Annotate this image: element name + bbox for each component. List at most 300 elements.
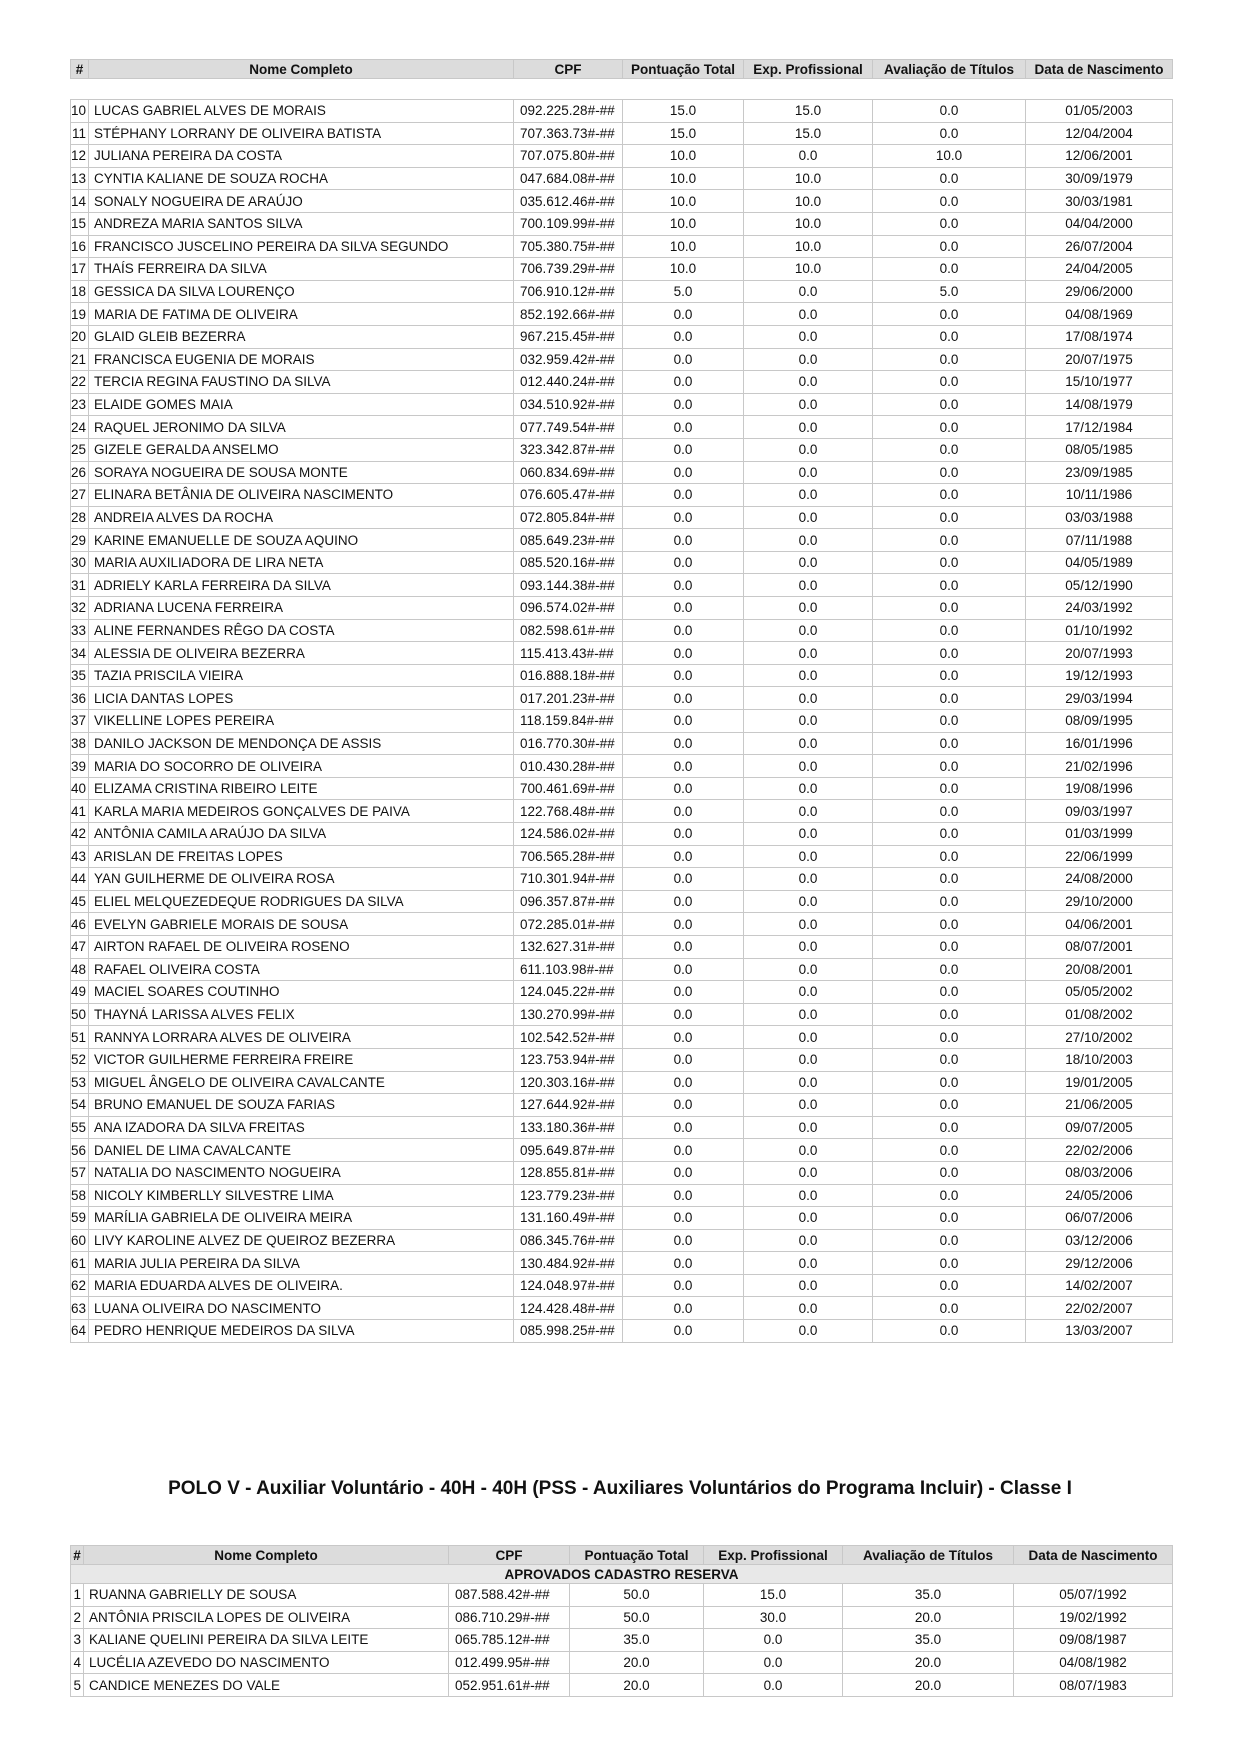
- table-row: [71, 958, 1173, 981]
- cell-titles: 0.0: [873, 1094, 1026, 1117]
- cell-experience: 10.0: [744, 167, 873, 190]
- cell-cpf: 086.345.76#-##: [514, 1229, 623, 1252]
- cell-name: MIGUEL ÂNGELO DE OLIVEIRA CAVALCANTE: [89, 1071, 514, 1094]
- cell-name: ANTÔNIA PRISCILA LOPES DE OLIVEIRA: [84, 1606, 449, 1629]
- cell-index: 13: [71, 167, 89, 190]
- cell-experience: 0.0: [744, 1161, 873, 1184]
- cell-cpf: 707.075.80#-##: [514, 145, 623, 168]
- cell-name: DANILO JACKSON DE MENDONÇA DE ASSIS: [89, 732, 514, 755]
- cell-total: 0.0: [623, 1094, 744, 1117]
- cell-name: MARIA DE FATIMA DE OLIVEIRA: [89, 303, 514, 326]
- cell-birthdate: 22/06/1999: [1026, 845, 1173, 868]
- cell-birthdate: 23/09/1985: [1026, 461, 1173, 484]
- cell-cpf: 092.225.28#-##: [514, 100, 623, 123]
- cell-titles: 35.0: [843, 1629, 1014, 1652]
- cell-index: 24: [71, 416, 89, 439]
- cell-total: 0.0: [623, 755, 744, 778]
- cell-cpf: 132.627.31#-##: [514, 935, 623, 958]
- cell-index: 39: [71, 755, 89, 778]
- table-row: [71, 416, 1173, 439]
- cell-index: 45: [71, 890, 89, 913]
- cell-titles: 0.0: [873, 777, 1026, 800]
- cell-birthdate: 05/07/1992: [1014, 1584, 1173, 1607]
- cell-birthdate: 12/04/2004: [1026, 122, 1173, 145]
- table-row: [71, 122, 1173, 145]
- table-row: [71, 800, 1173, 823]
- cell-titles: 0.0: [873, 1274, 1026, 1297]
- cell-titles: 0.0: [873, 732, 1026, 755]
- table-row: [71, 1003, 1173, 1026]
- cell-experience: 10.0: [744, 235, 873, 258]
- cell-index: 25: [71, 438, 89, 461]
- cell-cpf: 323.342.87#-##: [514, 438, 623, 461]
- cell-birthdate: 17/08/1974: [1026, 325, 1173, 348]
- cell-experience: 10.0: [744, 258, 873, 281]
- cell-titles: 0.0: [873, 687, 1026, 710]
- cell-experience: 0.0: [744, 461, 873, 484]
- cell-index: 3: [71, 1629, 84, 1652]
- cell-birthdate: 14/02/2007: [1026, 1274, 1173, 1297]
- cell-cpf: 060.834.69#-##: [514, 461, 623, 484]
- table-row: [71, 1116, 1173, 1139]
- cell-total: 0.0: [623, 1071, 744, 1094]
- table-row: [71, 325, 1173, 348]
- cell-total: 0.0: [623, 935, 744, 958]
- cell-birthdate: 22/02/2007: [1026, 1297, 1173, 1320]
- cell-cpf: 130.484.92#-##: [514, 1252, 623, 1275]
- cell-index: 26: [71, 461, 89, 484]
- table-row: [71, 574, 1173, 597]
- cell-titles: 0.0: [873, 1139, 1026, 1162]
- cell-cpf: 706.565.28#-##: [514, 845, 623, 868]
- cell-index: 23: [71, 393, 89, 416]
- cell-experience: 0.0: [744, 325, 873, 348]
- cell-total: 0.0: [623, 913, 744, 936]
- cell-cpf: 086.710.29#-##: [449, 1606, 570, 1629]
- table-row: [71, 890, 1173, 913]
- table-row: [71, 529, 1173, 552]
- cell-titles: 0.0: [873, 1048, 1026, 1071]
- cell-birthdate: 09/07/2005: [1026, 1116, 1173, 1139]
- table-row: [71, 664, 1173, 687]
- cell-experience: 0.0: [744, 1139, 873, 1162]
- cell-birthdate: 03/03/1988: [1026, 506, 1173, 529]
- cell-index: 49: [71, 981, 89, 1004]
- classification-table: [70, 59, 1173, 1343]
- cell-name: ALINE FERNANDES RÊGO DA COSTA: [89, 619, 514, 642]
- cell-birthdate: 30/09/1979: [1026, 167, 1173, 190]
- cell-name: CYNTIA KALIANE DE SOUZA ROCHA: [89, 167, 514, 190]
- group-row: [71, 1565, 1173, 1584]
- cell-cpf: 032.959.42#-##: [514, 348, 623, 371]
- cell-experience: 0.0: [744, 687, 873, 710]
- table-row: [71, 1048, 1173, 1071]
- cell-cpf: 096.357.87#-##: [514, 890, 623, 913]
- cell-index: 30: [71, 551, 89, 574]
- cell-total: 0.0: [623, 777, 744, 800]
- cell-total: 0.0: [623, 438, 744, 461]
- cell-name: RAFAEL OLIVEIRA COSTA: [89, 958, 514, 981]
- cell-index: 58: [71, 1184, 89, 1207]
- cell-birthdate: 29/06/2000: [1026, 280, 1173, 303]
- cell-name: MACIEL SOARES COUTINHO: [89, 981, 514, 1004]
- table-row: [71, 280, 1173, 303]
- table-row: [71, 1274, 1173, 1297]
- cell-experience: 10.0: [744, 212, 873, 235]
- cell-total: 0.0: [623, 642, 744, 665]
- cell-total: 0.0: [623, 303, 744, 326]
- cell-total: 35.0: [570, 1629, 704, 1652]
- cell-index: 35: [71, 664, 89, 687]
- cell-experience: 10.0: [744, 190, 873, 213]
- table-row: [71, 777, 1173, 800]
- cell-experience: 0.0: [744, 1048, 873, 1071]
- cell-index: 28: [71, 506, 89, 529]
- cell-titles: 0.0: [873, 935, 1026, 958]
- cell-birthdate: 30/03/1981: [1026, 190, 1173, 213]
- cell-birthdate: 13/03/2007: [1026, 1320, 1173, 1343]
- cell-total: 0.0: [623, 574, 744, 597]
- cell-name: ANDREIA ALVES DA ROCHA: [89, 506, 514, 529]
- cell-cpf: 034.510.92#-##: [514, 393, 623, 416]
- cell-name: MARIA EDUARDA ALVES DE OLIVEIRA.: [89, 1274, 514, 1297]
- cell-titles: 0.0: [873, 1229, 1026, 1252]
- cell-birthdate: 14/08/1979: [1026, 393, 1173, 416]
- cell-titles: 20.0: [843, 1651, 1014, 1674]
- cell-titles: 0.0: [873, 1297, 1026, 1320]
- cell-index: 12: [71, 145, 89, 168]
- col-header-birthdate: Data de Nascimento: [1014, 1546, 1173, 1565]
- cell-index: 34: [71, 642, 89, 665]
- cell-total: 10.0: [623, 258, 744, 281]
- cell-cpf: 085.649.23#-##: [514, 529, 623, 552]
- cell-titles: 0.0: [873, 597, 1026, 620]
- cell-cpf: 096.574.02#-##: [514, 597, 623, 620]
- cell-experience: 0.0: [744, 416, 873, 439]
- cell-index: 16: [71, 235, 89, 258]
- cell-name: ANDREZA MARIA SANTOS SILVA: [89, 212, 514, 235]
- cell-cpf: 102.542.52#-##: [514, 1026, 623, 1049]
- reserve-table: [70, 1545, 1173, 1697]
- cell-total: 0.0: [623, 597, 744, 620]
- cell-cpf: 047.684.08#-##: [514, 167, 623, 190]
- cell-birthdate: 21/06/2005: [1026, 1094, 1173, 1117]
- cell-name: KARLA MARIA MEDEIROS GONÇALVES DE PAIVA: [89, 800, 514, 823]
- cell-titles: 0.0: [873, 1252, 1026, 1275]
- cell-cpf: 076.605.47#-##: [514, 484, 623, 507]
- cell-birthdate: 20/07/1975: [1026, 348, 1173, 371]
- cell-total: 0.0: [623, 1207, 744, 1230]
- cell-total: 0.0: [623, 371, 744, 394]
- cell-birthdate: 29/12/2006: [1026, 1252, 1173, 1275]
- cell-titles: 5.0: [873, 280, 1026, 303]
- cell-index: 37: [71, 710, 89, 733]
- cell-birthdate: 08/07/1983: [1014, 1674, 1173, 1697]
- cell-titles: 0.0: [873, 416, 1026, 439]
- cell-name: ELINARA BETÂNIA DE OLIVEIRA NASCIMENTO: [89, 484, 514, 507]
- cell-birthdate: 01/03/1999: [1026, 823, 1173, 846]
- cell-birthdate: 01/08/2002: [1026, 1003, 1173, 1026]
- cell-total: 0.0: [623, 890, 744, 913]
- cell-total: 0.0: [623, 506, 744, 529]
- table-row: [71, 597, 1173, 620]
- cell-total: 0.0: [623, 461, 744, 484]
- cell-total: 20.0: [570, 1674, 704, 1697]
- cell-cpf: 118.159.84#-##: [514, 710, 623, 733]
- cell-titles: 0.0: [873, 325, 1026, 348]
- cell-index: 52: [71, 1048, 89, 1071]
- cell-experience: 0.0: [744, 710, 873, 733]
- table-row: [71, 348, 1173, 371]
- cell-index: 41: [71, 800, 89, 823]
- cell-birthdate: 20/07/1993: [1026, 642, 1173, 665]
- cell-index: 22: [71, 371, 89, 394]
- cell-cpf: 967.215.45#-##: [514, 325, 623, 348]
- table-row: [71, 732, 1173, 755]
- cell-index: 60: [71, 1229, 89, 1252]
- cell-birthdate: 08/03/2006: [1026, 1161, 1173, 1184]
- table-row: [71, 913, 1173, 936]
- cell-cpf: 128.855.81#-##: [514, 1161, 623, 1184]
- cell-experience: 0.0: [744, 371, 873, 394]
- cell-birthdate: 10/11/1986: [1026, 484, 1173, 507]
- cell-titles: 0.0: [873, 303, 1026, 326]
- cell-cpf: 123.779.23#-##: [514, 1184, 623, 1207]
- cell-cpf: 127.644.92#-##: [514, 1094, 623, 1117]
- cell-total: 10.0: [623, 212, 744, 235]
- cell-experience: 0.0: [744, 1274, 873, 1297]
- cell-total: 0.0: [623, 868, 744, 891]
- cell-total: 5.0: [623, 280, 744, 303]
- cell-experience: 0.0: [744, 823, 873, 846]
- table-row: [71, 710, 1173, 733]
- cell-titles: 10.0: [873, 145, 1026, 168]
- cell-name: GLAID GLEIB BEZERRA: [89, 325, 514, 348]
- cell-experience: 0.0: [744, 868, 873, 891]
- cell-cpf: 133.180.36#-##: [514, 1116, 623, 1139]
- cell-total: 0.0: [623, 687, 744, 710]
- cell-titles: 0.0: [873, 167, 1026, 190]
- table-row: [71, 258, 1173, 281]
- cell-titles: 0.0: [873, 529, 1026, 552]
- cell-name: ADRIANA LUCENA FERREIRA: [89, 597, 514, 620]
- cell-titles: 0.0: [873, 981, 1026, 1004]
- cell-cpf: 700.109.99#-##: [514, 212, 623, 235]
- cell-total: 20.0: [570, 1651, 704, 1674]
- cell-index: 43: [71, 845, 89, 868]
- cell-total: 0.0: [623, 1026, 744, 1049]
- cell-titles: 0.0: [873, 190, 1026, 213]
- table-row: [71, 461, 1173, 484]
- cell-cpf: 124.428.48#-##: [514, 1297, 623, 1320]
- cell-birthdate: 08/05/1985: [1026, 438, 1173, 461]
- cell-name: MARIA JULIA PEREIRA DA SILVA: [89, 1252, 514, 1275]
- cell-cpf: 124.048.97#-##: [514, 1274, 623, 1297]
- cell-total: 0.0: [623, 1048, 744, 1071]
- table-row: [71, 100, 1173, 123]
- cell-total: 0.0: [623, 1184, 744, 1207]
- cell-titles: 20.0: [843, 1606, 1014, 1629]
- cell-birthdate: 29/10/2000: [1026, 890, 1173, 913]
- cell-experience: 0.0: [704, 1674, 843, 1697]
- cell-name: VIKELLINE LOPES PEREIRA: [89, 710, 514, 733]
- col-header-name: Nome Completo: [84, 1546, 449, 1565]
- cell-experience: 0.0: [744, 551, 873, 574]
- table-row: [71, 145, 1173, 168]
- cell-name: ALESSIA DE OLIVEIRA BEZERRA: [89, 642, 514, 665]
- cell-titles: 0.0: [873, 823, 1026, 846]
- cell-total: 0.0: [623, 958, 744, 981]
- cell-birthdate: 24/05/2006: [1026, 1184, 1173, 1207]
- cell-cpf: 123.753.94#-##: [514, 1048, 623, 1071]
- table-row: [71, 1651, 1173, 1674]
- col-header-cpf: CPF: [514, 60, 623, 79]
- cell-total: 0.0: [623, 1297, 744, 1320]
- cell-cpf: 085.520.16#-##: [514, 551, 623, 574]
- table-row: [71, 1207, 1173, 1230]
- cell-name: YAN GUILHERME DE OLIVEIRA ROSA: [89, 868, 514, 891]
- cell-index: 36: [71, 687, 89, 710]
- cell-index: 14: [71, 190, 89, 213]
- cell-total: 50.0: [570, 1584, 704, 1607]
- cell-birthdate: 01/10/1992: [1026, 619, 1173, 642]
- col-header-titles: Avaliação de Títulos: [843, 1546, 1014, 1565]
- table-row: [71, 1026, 1173, 1049]
- cell-cpf: 082.598.61#-##: [514, 619, 623, 642]
- cell-experience: 0.0: [744, 348, 873, 371]
- cell-total: 0.0: [623, 325, 744, 348]
- cell-experience: 0.0: [744, 1071, 873, 1094]
- cell-birthdate: 21/02/1996: [1026, 755, 1173, 778]
- table-row: [71, 1584, 1173, 1607]
- cell-titles: 0.0: [873, 212, 1026, 235]
- table-row: [71, 1184, 1173, 1207]
- cell-titles: 0.0: [873, 619, 1026, 642]
- cell-name: JULIANA PEREIRA DA COSTA: [89, 145, 514, 168]
- cell-total: 10.0: [623, 145, 744, 168]
- cell-name: STÉPHANY LORRANY DE OLIVEIRA BATISTA: [89, 122, 514, 145]
- section-title: POLO V - Auxiliar Voluntário - 40H - 40H (PSS - Auxiliares Voluntários do Programa Incluir) - Classe I: [168, 1478, 1072, 1499]
- cell-titles: 0.0: [873, 1184, 1026, 1207]
- col-header-titles: Avaliação de Títulos: [873, 60, 1026, 79]
- col-header-experience: Exp. Profissional: [704, 1546, 843, 1565]
- cell-birthdate: 24/08/2000: [1026, 868, 1173, 891]
- cell-name: NATALIA DO NASCIMENTO NOGUEIRA: [89, 1161, 514, 1184]
- table-row: [71, 1606, 1173, 1629]
- cell-birthdate: 18/10/2003: [1026, 1048, 1173, 1071]
- cell-name: EVELYN GABRIELE MORAIS DE SOUSA: [89, 913, 514, 936]
- cell-cpf: 852.192.66#-##: [514, 303, 623, 326]
- cell-name: ADRIELY KARLA FERREIRA DA SILVA: [89, 574, 514, 597]
- table-row: [71, 1139, 1173, 1162]
- cell-titles: 0.0: [873, 755, 1026, 778]
- cell-titles: 0.0: [873, 1003, 1026, 1026]
- cell-name: ANA IZADORA DA SILVA FREITAS: [89, 1116, 514, 1139]
- cell-experience: 0.0: [744, 981, 873, 1004]
- cell-index: 53: [71, 1071, 89, 1094]
- table-row: [71, 1674, 1173, 1697]
- cell-name: RAQUEL JERONIMO DA SILVA: [89, 416, 514, 439]
- cell-birthdate: 27/10/2002: [1026, 1026, 1173, 1049]
- cell-experience: 0.0: [744, 1003, 873, 1026]
- cell-experience: 0.0: [744, 935, 873, 958]
- cell-total: 0.0: [623, 823, 744, 846]
- cell-name: LUCÉLIA AZEVEDO DO NASCIMENTO: [84, 1651, 449, 1674]
- cell-total: 0.0: [623, 1116, 744, 1139]
- cell-name: MARÍLIA GABRIELA DE OLIVEIRA MEIRA: [89, 1207, 514, 1230]
- cell-total: 0.0: [623, 1139, 744, 1162]
- cell-birthdate: 09/03/1997: [1026, 800, 1173, 823]
- cell-birthdate: 17/12/1984: [1026, 416, 1173, 439]
- table-row: [71, 484, 1173, 507]
- cell-experience: 0.0: [744, 664, 873, 687]
- cell-experience: 0.0: [744, 890, 873, 913]
- cell-index: 44: [71, 868, 89, 891]
- cell-cpf: 093.144.38#-##: [514, 574, 623, 597]
- cell-index: 4: [71, 1651, 84, 1674]
- cell-experience: 0.0: [744, 574, 873, 597]
- cell-index: 42: [71, 823, 89, 846]
- cell-titles: 0.0: [873, 1161, 1026, 1184]
- cell-total: 0.0: [623, 981, 744, 1004]
- cell-birthdate: 08/09/1995: [1026, 710, 1173, 733]
- cell-name: ELIZAMA CRISTINA RIBEIRO LEITE: [89, 777, 514, 800]
- cell-index: 59: [71, 1207, 89, 1230]
- cell-name: TAZIA PRISCILA VIEIRA: [89, 664, 514, 687]
- cell-titles: 0.0: [873, 890, 1026, 913]
- cell-experience: 0.0: [704, 1629, 843, 1652]
- cell-cpf: 016.770.30#-##: [514, 732, 623, 755]
- table-row: [71, 1229, 1173, 1252]
- cell-titles: 0.0: [873, 551, 1026, 574]
- table-row: [71, 687, 1173, 710]
- cell-birthdate: 06/07/2006: [1026, 1207, 1173, 1230]
- cell-total: 0.0: [623, 1161, 744, 1184]
- cell-titles: 0.0: [873, 393, 1026, 416]
- cell-index: 11: [71, 122, 89, 145]
- cell-cpf: 072.285.01#-##: [514, 913, 623, 936]
- cell-cpf: 077.749.54#-##: [514, 416, 623, 439]
- cell-name: LICIA DANTAS LOPES: [89, 687, 514, 710]
- cell-index: 20: [71, 325, 89, 348]
- cell-birthdate: 19/08/1996: [1026, 777, 1173, 800]
- cell-titles: 0.0: [873, 235, 1026, 258]
- cell-titles: 0.0: [873, 958, 1026, 981]
- cell-birthdate: 04/08/1969: [1026, 303, 1173, 326]
- cell-index: 47: [71, 935, 89, 958]
- cell-name: RUANNA GABRIELLY DE SOUSA: [84, 1584, 449, 1607]
- cell-name: VICTOR GUILHERME FERREIRA FREIRE: [89, 1048, 514, 1071]
- cell-name: ELAIDE GOMES MAIA: [89, 393, 514, 416]
- cell-name: AIRTON RAFAEL DE OLIVEIRA ROSENO: [89, 935, 514, 958]
- cell-index: 48: [71, 958, 89, 981]
- col-header-total: Pontuação Total: [623, 60, 744, 79]
- cell-total: 0.0: [623, 484, 744, 507]
- table-row: [71, 438, 1173, 461]
- cell-index: 33: [71, 619, 89, 642]
- cell-titles: 0.0: [873, 574, 1026, 597]
- cell-experience: 0.0: [744, 393, 873, 416]
- cell-birthdate: 20/08/2001: [1026, 958, 1173, 981]
- table-row: [71, 755, 1173, 778]
- cell-total: 0.0: [623, 1252, 744, 1275]
- cell-total: 0.0: [623, 1274, 744, 1297]
- cell-titles: 0.0: [873, 1071, 1026, 1094]
- cell-name: ELIEL MELQUEZEDEQUE RODRIGUES DA SILVA: [89, 890, 514, 913]
- cell-name: PEDRO HENRIQUE MEDEIROS DA SILVA: [89, 1320, 514, 1343]
- cell-experience: 0.0: [744, 280, 873, 303]
- cell-cpf: 012.440.24#-##: [514, 371, 623, 394]
